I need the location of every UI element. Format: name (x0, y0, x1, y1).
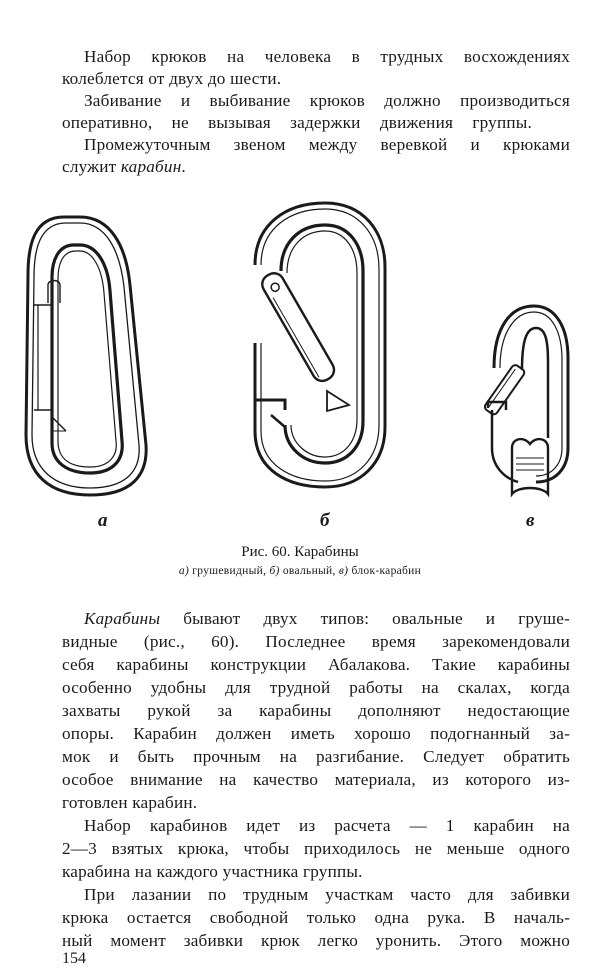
carabiner-pulley-illustration (484, 298, 574, 498)
text-line: ный момент забивки крюк легко уронить. Этого можно (62, 931, 570, 950)
text-line: готовлен карабин. (62, 793, 198, 812)
carabiner-pear-illustration (20, 205, 180, 505)
text-line: колеблется от двух до шести. (62, 69, 282, 88)
text-line: крюка остается свободной только одна рука. В началь- (62, 908, 570, 927)
carabiner-oval-illustration (245, 195, 395, 495)
text-line: При лазании по трудным участкам часто для забивки (84, 885, 570, 904)
figure-label-c: в (526, 510, 535, 531)
text-line: особенно удобны для трудной работы на скалах, когда (62, 678, 570, 697)
text-line: Набор карабинов идет из расчета — 1 карабин на (84, 816, 570, 835)
figure-label-a: а (98, 510, 108, 531)
page-number: 154 (62, 950, 86, 967)
caption-marker: в) (338, 565, 349, 577)
text-span: бывают двух типов: овальные и груше- (160, 609, 570, 628)
caption-marker: б) (269, 565, 280, 577)
italic-term: Карабины (84, 609, 161, 628)
text-span: . (181, 157, 186, 176)
text-line: Промежуточным звеном между веревкой и крюками (84, 135, 570, 154)
caption-item: овальный, (282, 565, 336, 577)
text-line: себя карабины конструкции Абалакова. Такие карабины (62, 655, 570, 674)
text-line: 2—3 взятых крюка, чтобы приходилось не меньше одного (62, 839, 570, 858)
text-line: карабина на каждого участника группы. (62, 862, 363, 881)
figure-label-b: б (320, 510, 330, 531)
caption-item: блок-карабин (351, 565, 422, 577)
text-line: Набор крюков на человека в трудных восхождениях (84, 47, 570, 66)
text-line: Забивание и выбивание крюков должно производиться (84, 91, 570, 110)
text-line (62, 156, 570, 178)
text-line: мок и быть прочным на разгибание. Следует обратить (62, 747, 570, 766)
figure-caption-legend (0, 565, 600, 577)
text-line: оперативно, не вызывая задержки движения группы. (62, 113, 532, 132)
text-line: особое внимание на качество материала, из которого из- (62, 770, 570, 789)
text-line (84, 608, 570, 630)
text-line: захваты рукой за карабины дополняют недостающие (62, 701, 570, 720)
text-line: видные (рис., 60). Последнее время зарекомендовали (62, 632, 570, 651)
caption-marker: а) (178, 565, 190, 577)
text-span: служит (62, 157, 117, 176)
caption-item: грушевидный, (192, 565, 267, 577)
text-line: опоры. Карабин должен иметь хорошо подогнанный за- (62, 724, 570, 743)
figure-caption-title: Рис. 60. Карабины (241, 544, 359, 560)
italic-term: карабин (120, 157, 182, 176)
